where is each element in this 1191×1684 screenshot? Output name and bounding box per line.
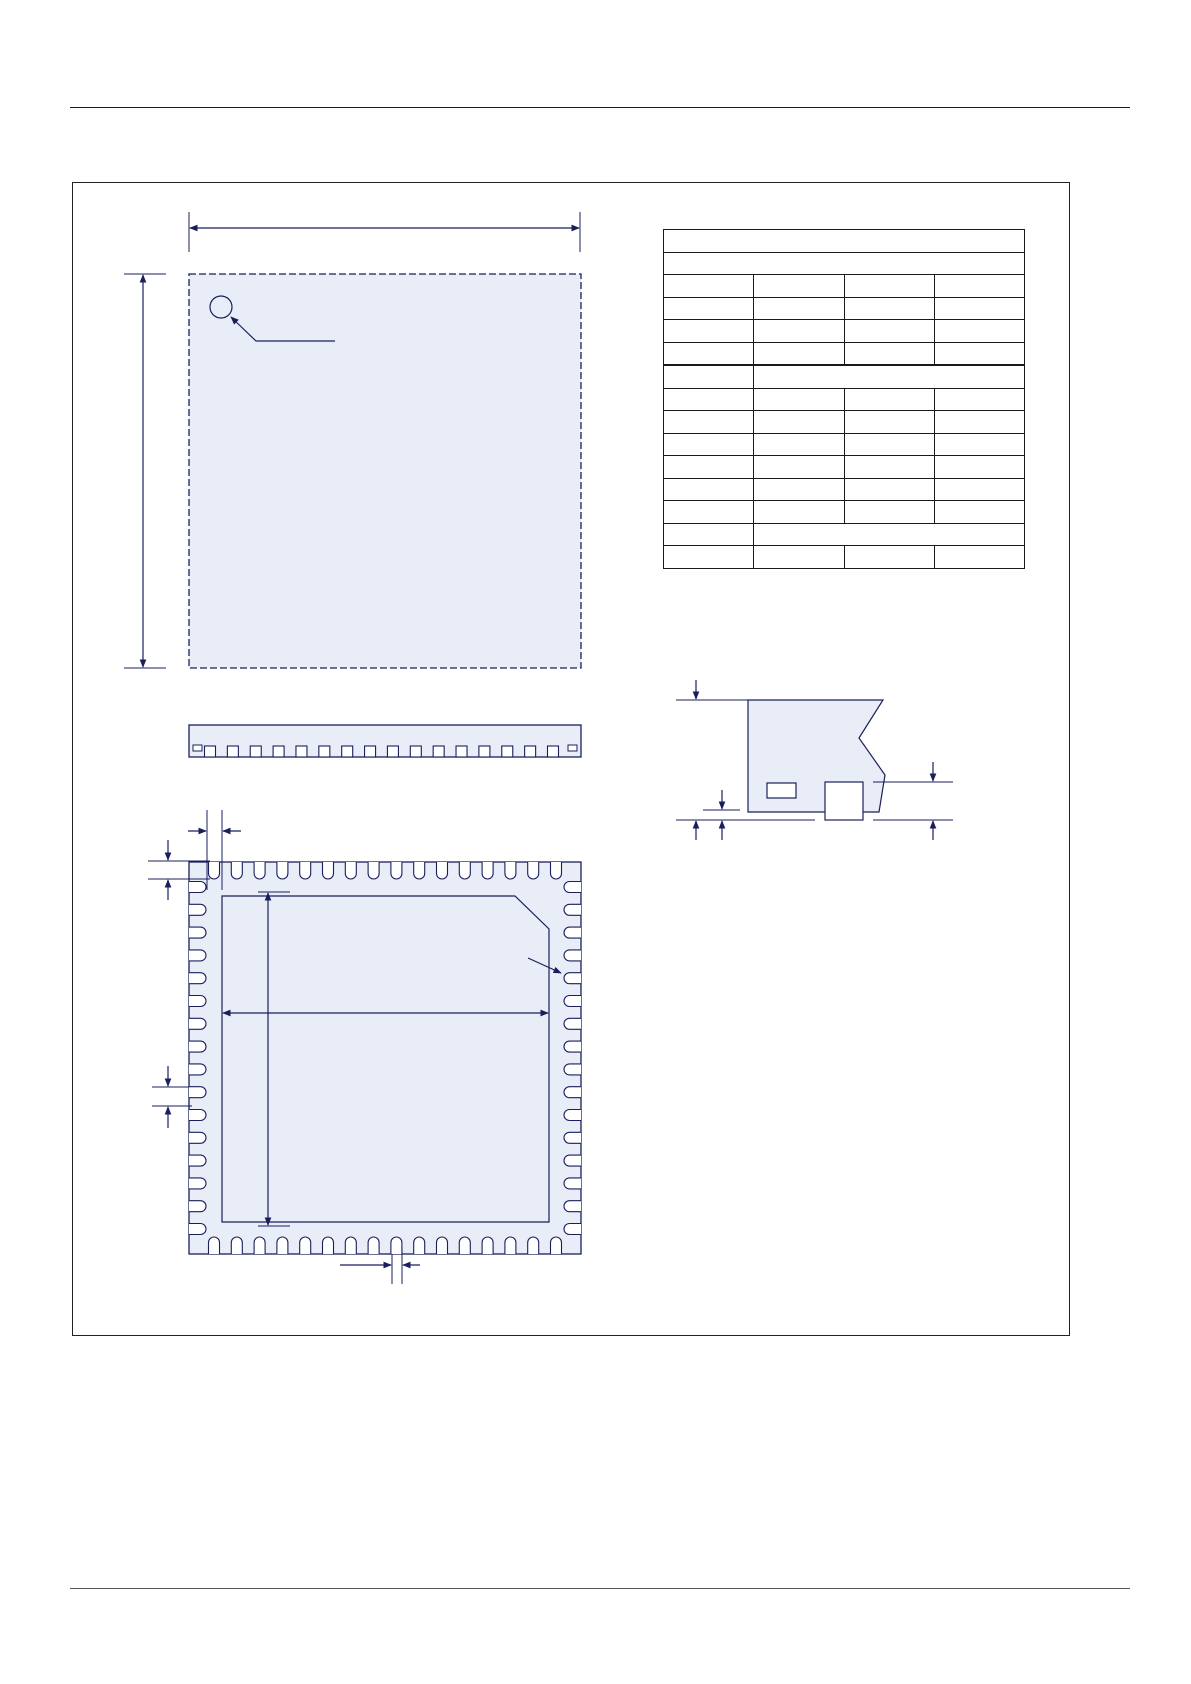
- table-cell: [934, 275, 1024, 298]
- side-view-lead: [410, 746, 421, 757]
- table-row: [664, 342, 1025, 365]
- side-view-lead: [205, 746, 216, 757]
- side-view-corner-tab: [568, 745, 577, 751]
- bottom-view-lead-right: [564, 1087, 581, 1098]
- table-row: [664, 501, 1025, 524]
- table-cell: [664, 456, 754, 479]
- side-view-lead: [548, 746, 559, 757]
- side-view-lead: [227, 746, 238, 757]
- bottom-view-lead-bottom: [459, 1237, 470, 1254]
- bottom-view-lead-top: [323, 862, 334, 879]
- side-view-lead: [342, 746, 353, 757]
- table-cell: [934, 478, 1024, 501]
- footer-rule: [70, 1588, 1130, 1589]
- bottom-view-lead-top: [231, 862, 242, 879]
- table-row: [664, 297, 1025, 320]
- bottom-view-lead-right: [564, 973, 581, 984]
- bottom-view-lead-bottom: [482, 1237, 493, 1254]
- table-cell: [844, 411, 934, 434]
- table-cell: [754, 501, 844, 524]
- bottom-view-lead-top: [482, 862, 493, 879]
- bottom-view-lead-right: [564, 1224, 581, 1235]
- table-cell: [934, 546, 1024, 569]
- bottom-view-lead-left: [189, 1178, 206, 1189]
- bottom-view-lead-left: [189, 1064, 206, 1075]
- table-row: [664, 411, 1025, 434]
- table-cell: [754, 320, 844, 343]
- bottom-view-lead-bottom: [414, 1237, 425, 1254]
- table-cell: [664, 546, 754, 569]
- bottom-view-lead-right: [564, 904, 581, 915]
- table-cell: [754, 546, 844, 569]
- table-cell: [934, 501, 1024, 524]
- bottom-view-lead-right: [564, 1041, 581, 1052]
- table-cell: [664, 501, 754, 524]
- bottom-view-lead-left: [189, 1087, 206, 1098]
- table-row: [664, 433, 1025, 456]
- table-row: [664, 365, 1025, 388]
- table-cell: [664, 320, 754, 343]
- bottom-view-lead-top: [505, 862, 516, 879]
- table-row: [664, 320, 1025, 343]
- detail-lead-terminal: [825, 782, 863, 820]
- table-cell: [754, 388, 844, 411]
- bottom-view-lead-bottom: [231, 1237, 242, 1254]
- side-view-lead: [456, 746, 467, 757]
- table-cell: [664, 365, 754, 388]
- table-row: [664, 388, 1025, 411]
- table-row: [664, 478, 1025, 501]
- detail-view: [676, 680, 953, 840]
- bottom-view-lead-top: [414, 862, 425, 879]
- detail-die-attach: [767, 783, 796, 798]
- side-view-lead: [273, 746, 284, 757]
- table-cell: [664, 523, 754, 546]
- table-cell: [934, 297, 1024, 320]
- top-view: [124, 212, 581, 668]
- bottom-view-lead-left: [189, 927, 206, 938]
- table-cell: [664, 411, 754, 434]
- table-row: [664, 456, 1025, 479]
- side-view-corner-tab: [193, 745, 202, 751]
- table-cell: [754, 342, 844, 365]
- side-view-package-body: [189, 725, 581, 757]
- bottom-view-lead-top: [551, 862, 562, 879]
- bottom-view-lead-right: [564, 1064, 581, 1075]
- side-view-lead: [365, 746, 376, 757]
- bottom-view-lead-right: [564, 1201, 581, 1212]
- table-cell: [844, 501, 934, 524]
- side-view-lead: [387, 746, 398, 757]
- table-cell: [844, 478, 934, 501]
- table-cell: [664, 252, 1025, 275]
- bottom-view-lead-left: [189, 882, 206, 893]
- bottom-view-lead-bottom: [277, 1237, 288, 1254]
- side-view: [189, 725, 581, 757]
- bottom-view-lead-top: [391, 862, 402, 879]
- table-cell: [754, 411, 844, 434]
- bottom-view-lead-left: [189, 1132, 206, 1143]
- bottom-view-lead-top: [345, 862, 356, 879]
- bottom-view-lead-left: [189, 1110, 206, 1121]
- bottom-view-lead-bottom: [345, 1237, 356, 1254]
- bottom-view-lead-bottom: [323, 1237, 334, 1254]
- bottom-view-lead-right: [564, 950, 581, 961]
- table-cell: [844, 388, 934, 411]
- side-view-lead: [433, 746, 444, 757]
- bottom-view-lead-top: [528, 862, 539, 879]
- table-cell: [664, 297, 754, 320]
- table-cell: [844, 297, 934, 320]
- bottom-view-lead-top: [459, 862, 470, 879]
- table-cell: [934, 456, 1024, 479]
- table-cell: [664, 388, 754, 411]
- bottom-view-lead-right: [564, 1110, 581, 1121]
- bottom-view-lead-right: [564, 927, 581, 938]
- table-cell: [754, 523, 1025, 546]
- table-cell: [844, 320, 934, 343]
- bottom-view-lead-top: [368, 862, 379, 879]
- table-cell: [754, 297, 844, 320]
- table-cell: [664, 478, 754, 501]
- table-cell: [754, 365, 1025, 388]
- table-cell: [934, 411, 1024, 434]
- bottom-view-lead-right: [564, 996, 581, 1007]
- bottom-view-lead-left: [189, 973, 206, 984]
- bottom-view-lead-left: [189, 1155, 206, 1166]
- bottom-view-lead-right: [564, 882, 581, 893]
- table-cell: [934, 342, 1024, 365]
- side-view-lead: [319, 746, 330, 757]
- exposed-pad: [222, 896, 549, 1222]
- bottom-view-lead-left: [189, 996, 206, 1007]
- bottom-view-lead-top: [437, 862, 448, 879]
- bottom-view-lead-left: [189, 904, 206, 915]
- table-cell: [844, 275, 934, 298]
- side-view-lead: [502, 746, 513, 757]
- bottom-view-lead-left: [189, 1041, 206, 1052]
- bottom-view-lead-top: [277, 862, 288, 879]
- bottom-view-lead-bottom: [391, 1237, 402, 1254]
- table-cell: [664, 275, 754, 298]
- bottom-view-lead-left: [189, 1201, 206, 1212]
- table-cell: [934, 433, 1024, 456]
- table-row: [664, 230, 1025, 253]
- bottom-view-lead-bottom: [551, 1237, 562, 1254]
- bottom-view-lead-right: [564, 1018, 581, 1029]
- table-row: [664, 252, 1025, 275]
- bottom-view-lead-right: [564, 1132, 581, 1143]
- bottom-view-lead-left: [189, 1018, 206, 1029]
- table-cell: [844, 342, 934, 365]
- table-row: [664, 546, 1025, 569]
- table-cell: [754, 275, 844, 298]
- table-cell: [754, 433, 844, 456]
- table-cell: [844, 456, 934, 479]
- table-cell: [664, 342, 754, 365]
- table-cell: [934, 388, 1024, 411]
- bottom-view-lead-bottom: [254, 1237, 265, 1254]
- table-cell: [754, 478, 844, 501]
- table-cell: [844, 433, 934, 456]
- table-row: [664, 523, 1025, 546]
- bottom-view-lead-left: [189, 950, 206, 961]
- bottom-view-lead-bottom: [300, 1237, 311, 1254]
- dimension-table: [663, 229, 1025, 569]
- table-cell: [664, 433, 754, 456]
- side-view-lead: [296, 746, 307, 757]
- table-cell: [754, 456, 844, 479]
- bottom-view-lead-top: [209, 862, 220, 879]
- side-view-lead: [479, 746, 490, 757]
- table-cell: [844, 546, 934, 569]
- bottom-view-lead-bottom: [437, 1237, 448, 1254]
- bottom-view-lead-left: [189, 1224, 206, 1235]
- bottom-view-lead-top: [254, 862, 265, 879]
- bottom-view-lead-top: [300, 862, 311, 879]
- table-cell: [934, 320, 1024, 343]
- side-view-lead: [525, 746, 536, 757]
- bottom-view: [148, 810, 581, 1284]
- table-row: [664, 275, 1025, 298]
- bottom-view-lead-bottom: [209, 1237, 220, 1254]
- bottom-view-lead-bottom: [528, 1237, 539, 1254]
- bottom-view-lead-bottom: [368, 1237, 379, 1254]
- bottom-view-lead-right: [564, 1155, 581, 1166]
- bottom-view-lead-bottom: [505, 1237, 516, 1254]
- bottom-view-lead-right: [564, 1178, 581, 1189]
- side-view-lead: [250, 746, 261, 757]
- table-cell: [664, 230, 1025, 253]
